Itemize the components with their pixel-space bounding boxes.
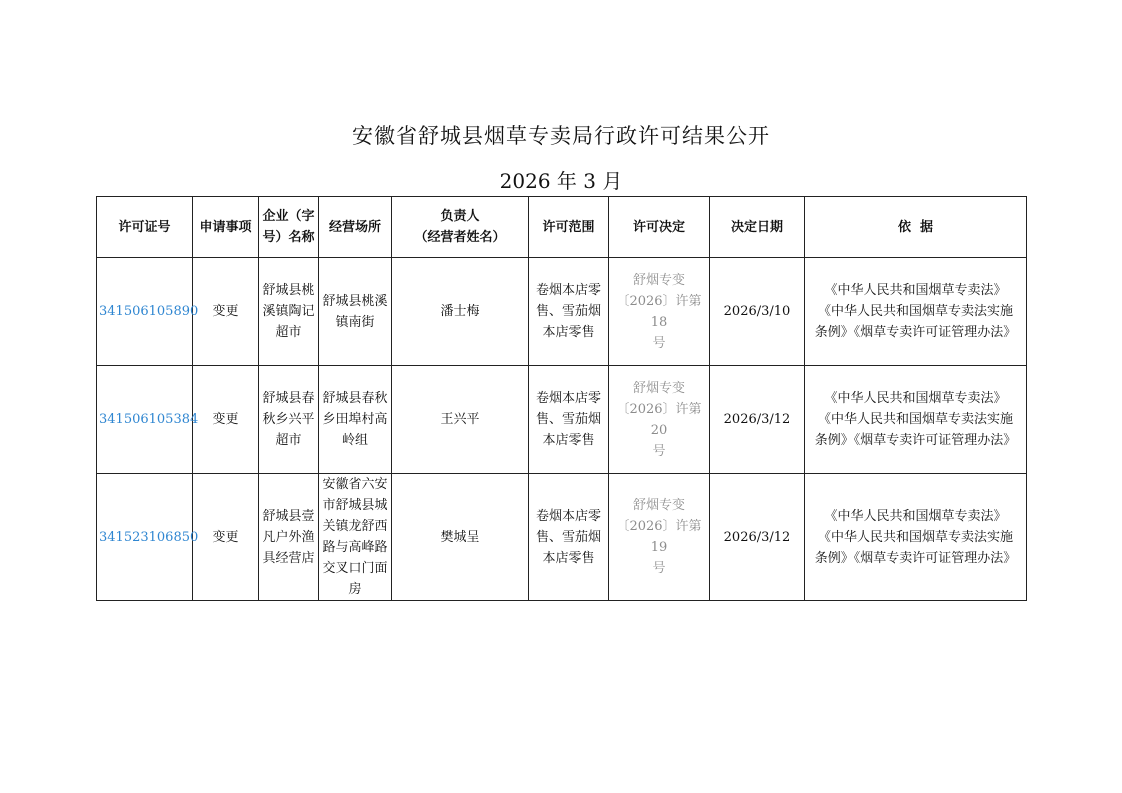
application-item: 变更 [193,474,259,601]
permit-scope-line: 售、雪茄烟 [535,529,601,545]
business-premises-line: 关镇龙舒西 [322,519,388,534]
enterprise-name-line: 超市 [275,433,302,448]
legal-basis-line: 条例》《烟草专卖许可证管理办法》 [814,325,1017,340]
responsible-person: 樊城呈 [392,474,529,601]
responsible-person: 潘士梅 [392,258,529,366]
table-row [97,366,1027,474]
business-premises-line: 房 [348,582,362,597]
document-title: 安徽省舒城县烟草专卖局行政许可结果公开 [352,124,770,148]
permit-scope-line: 售、雪茄烟 [535,304,601,319]
enterprise-name-line: 舒城县春 [262,391,315,406]
responsible-person: 王兴平 [392,366,529,474]
permit-scope [529,474,609,601]
permit-decision-line: 〔2026〕许第 18 [616,293,702,330]
legal-basis-line: 《中华人民共和国烟草专卖法》 [824,391,1007,406]
permit-number-link[interactable]: 341523106850 [97,474,193,601]
legal-basis-line: 《中华人民共和国烟草专卖法实施 [817,412,1013,427]
header-enterprise-line1: 企业（字 [262,209,315,224]
permit-decision-line: 号 [652,335,666,351]
business-premises [319,258,392,366]
header-item: 申请事项 [193,197,259,258]
business-premises-line: 镇南街 [335,314,375,330]
business-premises-line: 岭组 [341,433,368,448]
permit-decision-line: 〔2026〕许第 19 [616,519,702,555]
permit-decision-line: 号 [652,443,666,459]
permit-scope-line: 本店零售 [542,433,595,448]
enterprise-name [259,258,319,366]
decision-date: 2026/3/10 [710,258,805,366]
business-premises [319,474,392,601]
permit-scope-line: 售、雪茄烟 [535,412,601,427]
business-premises-line: 路与高峰路 [322,540,388,555]
enterprise-name-line: 秋乡兴平 [262,412,315,427]
permit-decision [609,366,710,474]
header-person-line1: 负责人 [440,209,480,224]
business-premises-line: 舒城县春秋 [322,391,388,406]
legal-basis [805,366,1027,474]
permit-decision-line: 号 [652,561,666,576]
application-item: 变更 [193,258,259,366]
table-row [97,258,1027,366]
permit-decision [609,258,710,366]
header-date: 决定日期 [710,197,805,258]
permit-scope-line: 本店零售 [542,325,595,340]
legal-basis-line: 《中华人民共和国烟草专卖法实施 [817,529,1013,545]
legal-basis-line: 条例》《烟草专卖许可证管理办法》 [814,550,1017,566]
enterprise-name-line: 舒城县壹 [262,508,315,524]
business-premises-line: 市舒城县城 [322,498,388,513]
decision-date: 2026/3/12 [710,474,805,601]
header-basis: 依 据 [805,197,1027,258]
legal-basis-line: 《中华人民共和国烟草专卖法》 [824,283,1007,298]
header-permit-no: 许可证号 [97,197,193,258]
permit-decision [609,474,710,601]
permit-number-link[interactable]: 341506105384 [97,366,193,474]
permit-decision-line: 舒烟专变 [632,498,685,513]
permit-scope-line: 卷烟本店零 [535,391,601,406]
enterprise-name [259,474,319,601]
business-premises-line: 交叉口门面 [322,561,388,576]
header-enterprise [259,197,319,258]
business-premises-line: 舒城县桃溪 [322,293,388,309]
permit-results-table [96,196,1027,601]
header-decision: 许可决定 [609,197,710,258]
table-row [97,474,1027,601]
header-premises: 经营场所 [319,197,392,258]
enterprise-name-line: 超市 [275,325,302,340]
business-premises [319,366,392,474]
table-header-row [97,197,1027,258]
application-item: 变更 [193,366,259,474]
document-subtitle: 2026 年 3 月 [499,169,623,193]
legal-basis [805,474,1027,601]
permit-scope [529,258,609,366]
header-person-line2: （经营者姓名） [414,230,506,245]
permit-number-link[interactable]: 341506105890 [97,258,193,366]
business-premises-line: 安徽省六安 [322,477,388,492]
permit-decision-line: 〔2026〕许第 20 [616,401,702,438]
enterprise-name-line: 具经营店 [262,550,315,566]
legal-basis-line: 《中华人民共和国烟草专卖法实施 [817,304,1013,319]
permit-decision-line: 舒烟专变 [632,272,685,288]
permit-scope [529,366,609,474]
header-person [392,197,529,258]
business-premises-line: 乡田埠村高 [322,412,388,427]
permit-scope-line: 本店零售 [542,550,595,566]
legal-basis [805,258,1027,366]
header-scope: 许可范围 [529,197,609,258]
permit-scope-line: 卷烟本店零 [535,283,601,298]
decision-date: 2026/3/12 [710,366,805,474]
legal-basis-line: 条例》《烟草专卖许可证管理办法》 [814,433,1017,448]
legal-basis-line: 《中华人民共和国烟草专卖法》 [824,508,1007,524]
enterprise-name-line: 凡户外渔 [262,529,315,545]
header-enterprise-line2: 号）名称 [262,230,315,245]
permit-decision-line: 舒烟专变 [632,380,685,396]
enterprise-name-line: 舒城县桃 [262,283,315,298]
permit-scope-line: 卷烟本店零 [535,508,601,524]
enterprise-name-line: 溪镇陶记 [262,304,315,319]
enterprise-name [259,366,319,474]
